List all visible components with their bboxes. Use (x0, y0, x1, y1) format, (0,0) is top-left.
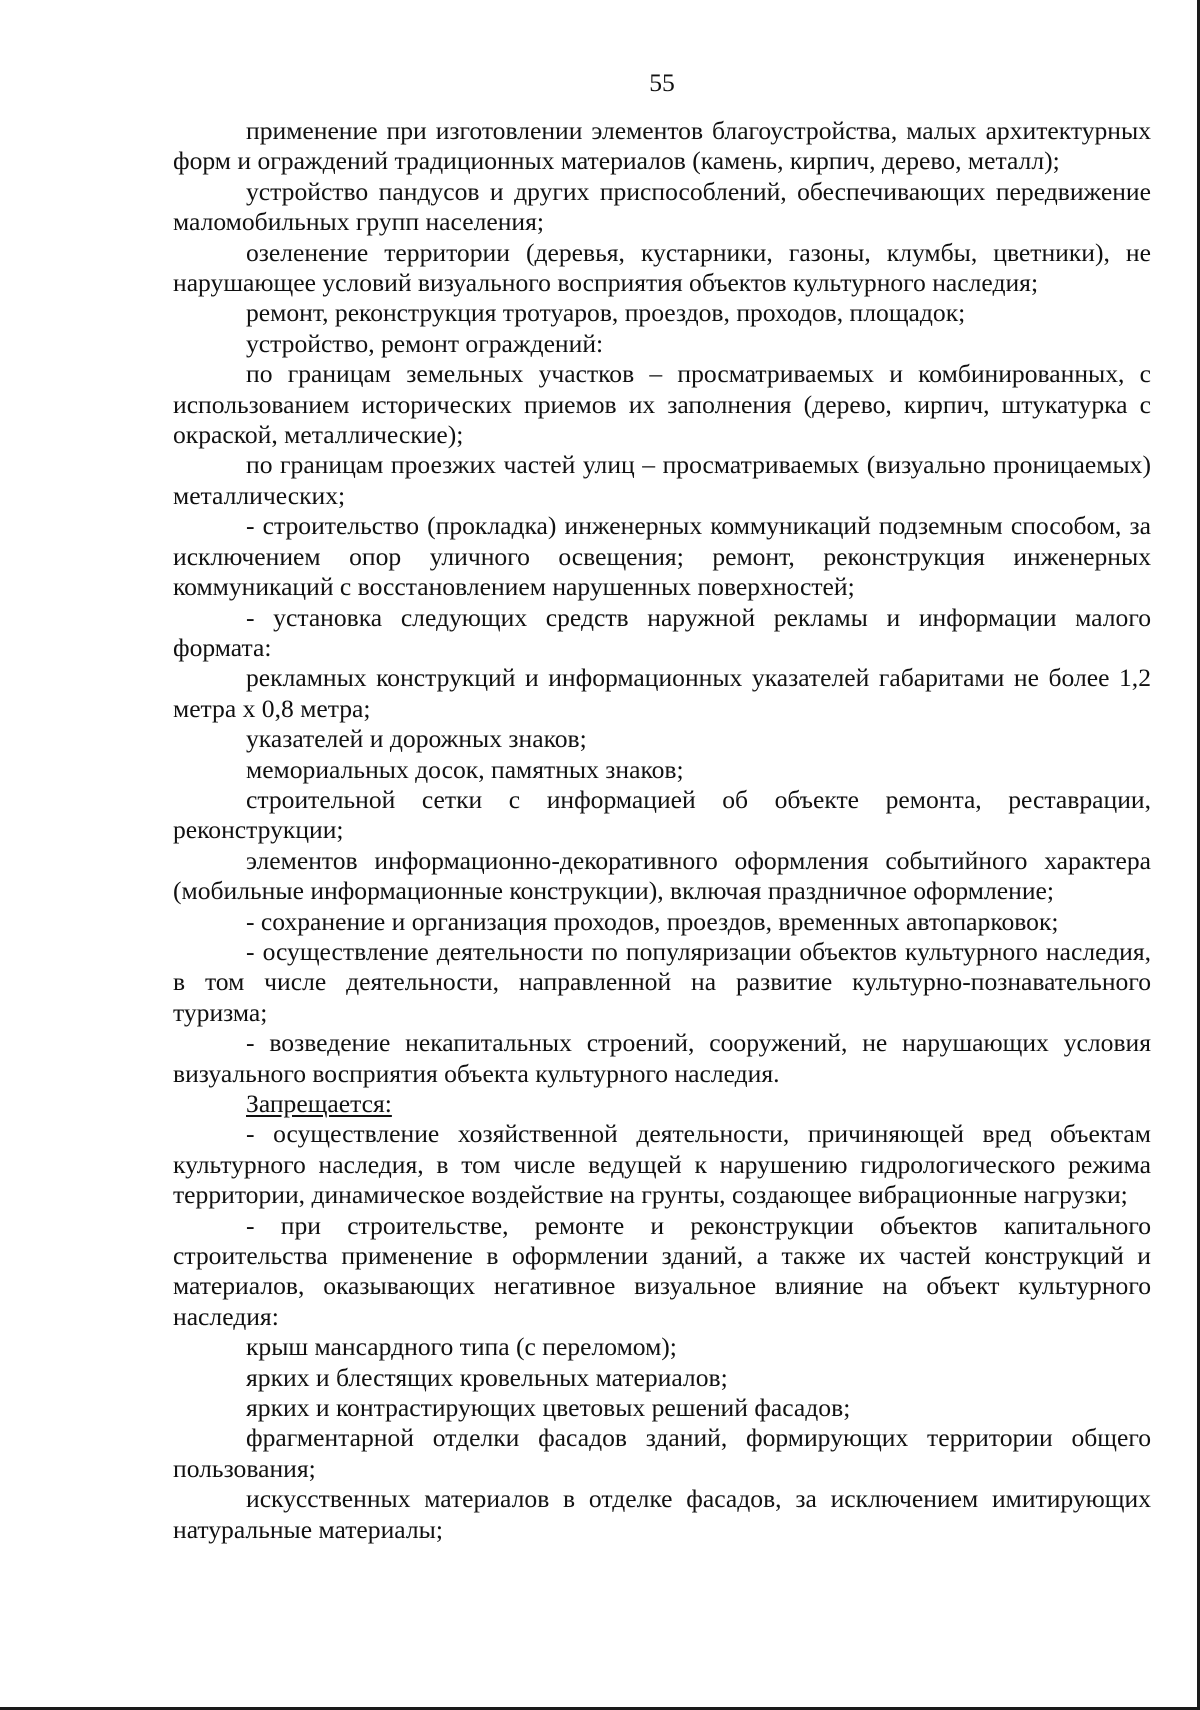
prohibited-heading-text: Запрещается: (246, 1089, 392, 1118)
prohibited-heading (173, 1089, 1151, 1119)
paragraph: искусственных материалов в отделке фасадов, за исключением имитирующих натуральные материалы; (173, 1484, 1151, 1544)
paragraph: - при строительстве, ремонте и реконструкции объектов капитального строительства применение в оформлении зданий, а также их частей конструкций и материалов, оказывающих негативное визуальное влияние на объект культурного наследия: (173, 1210, 1151, 1331)
paragraph: фрагментарной отделки фасадов зданий, формирующих территории общего пользования; (173, 1423, 1151, 1483)
paragraph: - установка следующих средств наружной рекламы и информации малого формата: (173, 602, 1151, 662)
paragraph: озеленение территории (деревья, кустарники, газоны, клумбы, цветники), не нарушающее условий визуального восприятия объектов культурного наследия; (173, 237, 1151, 298)
paragraph: устройство пандусов и других приспособлений, обеспечивающих передвижение маломобильных групп населения; (173, 176, 1151, 237)
paragraph: по границам проезжих частей улиц – просматриваемых (визуально проницаемых) металлических; (173, 450, 1151, 510)
paragraph: рекламных конструкций и информационных указателей габаритами не более 1,2 метра х 0,8 метра; (173, 663, 1151, 723)
paragraph: ярких и контрастирующих цветовых решений фасадов; (246, 1393, 851, 1423)
paragraph: применение при изготовлении элементов благоустройства, малых архитектурных форм и ограждений традиционных материалов (камень, кирпич, дерево, металл); (173, 116, 1151, 176)
paragraph: по границам земельных участков – просматриваемых и комбинированных, с использованием исторических приемов их заполнения (дерево, кирпич, штукатурка с окраской, металлические); (173, 359, 1151, 450)
paragraph: указателей и дорожных знаков; (246, 724, 587, 754)
page-number: 55 (649, 68, 675, 97)
paragraph: крыш мансардного типа (с переломом); (246, 1332, 677, 1362)
paragraph: - строительство (прокладка) инженерных коммуникаций подземным способом, за исключением опор уличного освещения; ремонт, реконструкция инженерных коммуникаций с восстановлением нарушенных поверхностей; (173, 511, 1151, 602)
paragraph: ярких и блестящих кровельных материалов; (246, 1362, 728, 1392)
paragraph: элементов информационно-декоративного оформления событийного характера (мобильные информационные конструкции), включая праздничное оформление; (173, 845, 1151, 906)
paragraph: - осуществление деятельности по популяризации объектов культурного наследия, в том числе деятельности, направленной на развитие культурно-познавательного туризма; (173, 936, 1151, 1027)
paragraph: - возведение некапитальных строений, сооружений, не нарушающих условия визуального восприятия объекта культурного наследия. (173, 1028, 1151, 1088)
paragraph: ремонт, реконструкция тротуаров, проездов, проходов, площадок; (246, 298, 966, 328)
paragraph: устройство, ремонт ограждений: (246, 328, 604, 358)
paragraph: - осуществление хозяйственной деятельности, причиняющей вред объектам культурного наследия, в том числе ведущей к нарушению гидрологического режима территории, динамическое воздействие на грунты, создающее вибрационные нагрузки; (173, 1119, 1151, 1210)
paragraph: - сохранение и организация проходов, проездов, временных автопарковок; (246, 906, 1059, 936)
document-body (173, 116, 1151, 1545)
paragraph: мемориальных досок, памятных знаков; (246, 754, 684, 784)
paragraph: строительной сетки с информацией об объекте ремонта, реставрации, реконструкции; (173, 784, 1151, 845)
